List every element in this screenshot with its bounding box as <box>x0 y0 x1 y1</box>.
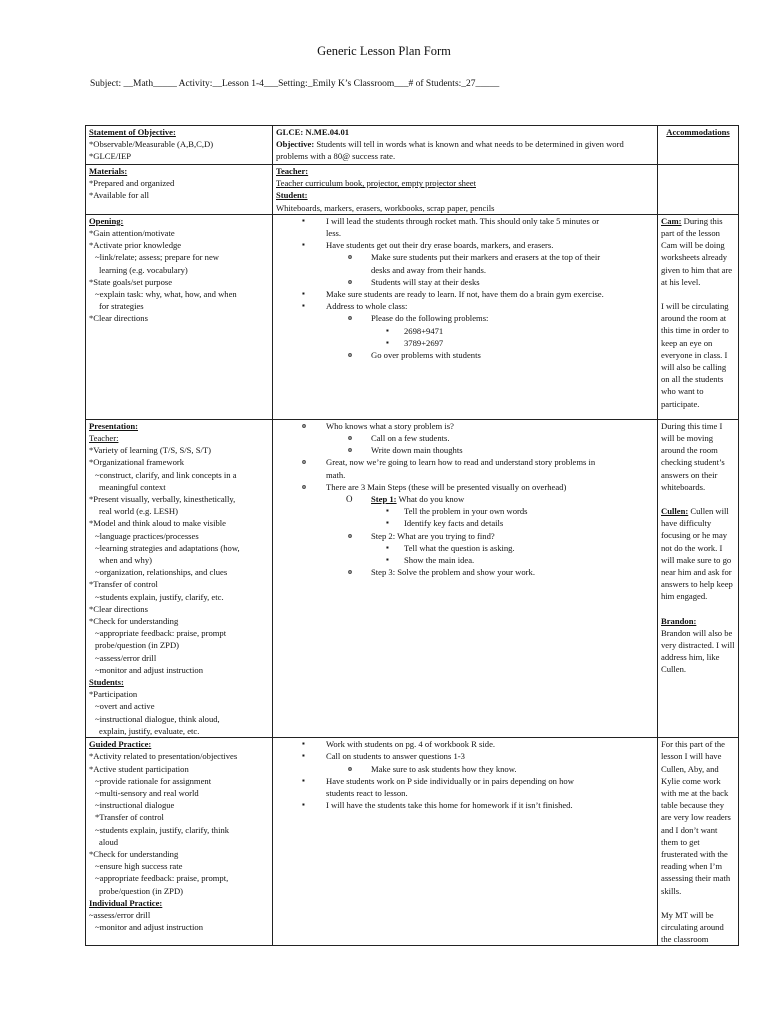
presentation-student-line: ~overt and active <box>95 701 155 712</box>
list-item: students react to lesson. <box>326 787 408 798</box>
guided-guide-line: ~instructional dialogue <box>95 800 175 811</box>
circulating-note: I will be circulating around the room at this time in order to keep an eye on everyone in class. I will also be calling on all the students who want to participate. <box>661 301 729 409</box>
opening-list <box>276 215 654 361</box>
opening-content-cell <box>273 214 658 419</box>
presentation-guide-line: meaningful context <box>99 481 166 492</box>
objective-guide-line: *GLCE/IEP <box>89 151 132 162</box>
list-item <box>276 493 654 505</box>
guided-guide-cell <box>86 738 273 946</box>
guided-guide-line: ~multi-sensory and real world <box>95 787 199 798</box>
teacher-materials-label: Teacher: <box>276 166 309 176</box>
presentation-students-label: Students: <box>89 677 124 688</box>
glce-code: GLCE: N.ME.04.01 <box>276 127 350 137</box>
back-table-note: For this part of the lesson I will have Cullen, Aby, and Kylie come work with me at the back table because they are very low readers and I don’t want them to get frusterated with the reading when I’m assessing their math skills. <box>661 739 731 896</box>
list-item: o Make sure to ask students how they know. <box>276 763 654 775</box>
list-item: ▪ I will lead the students through rocket math. This should only take 5 minutes or <box>276 215 654 227</box>
guided-accom-cell <box>658 738 739 946</box>
opening-guide-line: *Activate prior knowledge <box>89 240 182 251</box>
presentation-guide-line: ~language practices/processes <box>95 530 199 541</box>
moving-note: During this time I will be moving around the room checking student’s answers on their whiteboards. <box>661 420 725 492</box>
presentation-guide-line: real world (e.g. LESH) <box>99 506 178 517</box>
list-item: ▪ Have students work on P side individually or in pairs depending on how <box>276 775 654 787</box>
presentation-guide-line: *Clear directions <box>89 603 148 614</box>
cam-note-text: During this part of the lesson Cam will be doing worksheets already given to him that are at his level. <box>661 215 733 287</box>
accommodations-header: Accommodations <box>666 127 730 137</box>
presentation-heading: Presentation: <box>89 420 139 431</box>
list-item: o Who knows what a story problem is? <box>276 420 654 432</box>
opening-guide-line: *State goals/set purpose <box>89 276 173 287</box>
presentation-guide-line: ~construct, clarify, and link concepts in a <box>95 469 237 480</box>
cullen-name: Cullen: <box>661 506 689 517</box>
guided-guide-line: *Check for understanding <box>89 848 179 859</box>
objective-body: Students will tell in words what is known and what needs to be determined in given word problems with a 80@ success rate. <box>276 139 624 162</box>
guided-guide-line: ~provide rationale for assignment <box>95 775 212 786</box>
guided-guide-line: ~appropriate feedback: praise, prompt, <box>95 873 229 884</box>
objective-row <box>86 126 739 165</box>
form-title: Generic Lesson Plan Form <box>317 44 451 58</box>
materials-guide-line: *Prepared and organized <box>89 178 175 189</box>
cam-note <box>661 215 735 288</box>
guided-guide-line: ~students explain, justify, clarify, think <box>95 824 230 835</box>
guided-guide-line: *Activity related to presentation/objectives <box>89 751 238 762</box>
list-item: o Students will stay at their desks <box>276 276 654 288</box>
list-item: o Go over problems with students <box>276 349 654 361</box>
list-item: o Great, now we’re going to learn how to read and understand story problems in <box>276 456 654 468</box>
mt-note: My MT will be circulating around the classroom <box>661 909 724 945</box>
guided-content-cell <box>273 738 658 946</box>
guided-practice-row <box>86 738 739 946</box>
list-item: o Write down main thoughts <box>276 444 654 456</box>
individual-line: ~assess/error drill <box>89 909 151 920</box>
materials-guide-line: *Available for all <box>89 190 149 201</box>
objective-guide-line: *Observable/Measurable (A,B,C,D) <box>89 139 214 150</box>
list-item: ▪ Tell what the question is asking. <box>276 542 654 554</box>
objective-text <box>276 138 654 162</box>
cullen-note-text: Cullen will have difficulty focusing or he may not do the work. I will make sure to go near him and ask for answers to help keep him engaged. <box>661 506 733 602</box>
lesson-plan-table <box>85 125 739 946</box>
presentation-guide-cell <box>86 419 273 737</box>
presentation-guide-line: when and why) <box>99 555 152 566</box>
list-item: ▪ I will have the students take this home for homework if it isn’t finished. <box>276 799 654 811</box>
objective-content-cell <box>273 126 658 165</box>
list-item: o Step 3: Solve the problem and show your work. <box>276 566 654 578</box>
individual-practice-label: Individual Practice: <box>89 897 163 908</box>
presentation-guide-line: ~appropriate feedback: praise, prompt <box>95 628 227 639</box>
list-item: o Call on a few students. <box>276 432 654 444</box>
guided-guide-line: *Active student participation <box>89 763 189 774</box>
objective-label: Objective: <box>276 139 315 150</box>
presentation-guide-line: ~students explain, justify, clarify, etc. <box>95 591 224 602</box>
list-item: ▪ Work with students on pg. 4 of workbook R side. <box>276 738 654 750</box>
presentation-guide-line: *Variety of learning (T/S, S/S, S/T) <box>89 445 211 456</box>
presentation-teacher-label: Teacher: <box>89 433 119 444</box>
list-item: ▪ Show the main idea. <box>276 554 654 566</box>
guided-list <box>276 738 654 811</box>
presentation-guide-line: probe/question (in ZPD) <box>95 640 180 651</box>
list-item: ▪ 3789+2697 <box>276 337 654 349</box>
presentation-student-line: explain, justify, evaluate, etc. <box>99 725 200 736</box>
cam-name: Cam: <box>661 215 682 226</box>
opening-guide-line: learning (e.g. vocabulary) <box>99 264 188 275</box>
guided-heading: Guided Practice: <box>89 739 152 750</box>
opening-accom-cell <box>658 214 739 419</box>
list-item: ▪ Identify key facts and details <box>276 517 654 529</box>
subject-line: Subject: __Math_____ Activity:__Lesson 1-4___Setting:_Emily K’s Classroom___# of Students:_27_____ <box>90 79 500 89</box>
student-materials-label: Student: <box>276 190 308 201</box>
materials-heading: Materials: <box>89 166 128 176</box>
list-item: ▪ Make sure students are ready to learn. If not, have them do a brain gym exercise. <box>276 288 654 300</box>
presentation-guide-line: ~assess/error drill <box>95 652 157 663</box>
guided-guide-line: aloud <box>99 836 119 847</box>
opening-guide-line: for strategies <box>99 301 144 312</box>
presentation-guide-line: *Model and think aloud to make visible <box>89 518 227 529</box>
opening-row <box>86 214 739 419</box>
cullen-note <box>661 505 735 603</box>
presentation-guide-line: *Organizational framework <box>89 457 185 468</box>
guided-guide-line: ~ensure high success rate <box>95 861 183 872</box>
presentation-guide-line: *Transfer of control <box>89 579 158 590</box>
materials-content-cell <box>273 165 658 215</box>
accommodations-header-cell <box>658 126 739 165</box>
list-item: less. <box>326 228 342 239</box>
student-materials: Whiteboards, markers, erasers, workbooks, scrap paper, pencils <box>276 202 495 213</box>
list-item: ▪ Have students get out their dry erase boards, markers, and erasers. <box>276 239 654 251</box>
list-item: ▪ 2698+9471 <box>276 325 654 337</box>
opening-guide-line: ~link/relate; assess; prepare for new <box>95 252 219 263</box>
presentation-guide-line: *Present visually, verbally, kinesthetically, <box>89 494 236 505</box>
individual-line: ~monitor and adjust instruction <box>95 922 204 933</box>
presentation-row <box>86 419 739 737</box>
presentation-list <box>276 420 654 579</box>
opening-guide-cell <box>86 214 273 419</box>
list-item: ▪ Call on students to answer questions 1-3 <box>276 750 654 762</box>
guided-guide-line: *Transfer of control <box>95 812 164 823</box>
list-item: o Step 2: What are you trying to find? <box>276 530 654 542</box>
objective-heading: Statement of Objective: <box>89 127 176 137</box>
opening-guide-line: *Clear directions <box>89 313 148 324</box>
list-item: o Make sure students put their markers and erasers at the top of their <box>276 251 654 263</box>
list-item: desks and away from their hands. <box>371 264 487 275</box>
opening-heading: Opening: <box>89 215 124 226</box>
list-item: o There are 3 Main Steps (these will be presented visually on overhead) <box>276 481 654 493</box>
teacher-materials: Teacher curriculum book, projector, empty projector sheet <box>276 178 476 189</box>
presentation-guide-line: ~organization, relationships, and clues <box>95 567 228 578</box>
opening-guide-line: ~explain task: why, what, how, and when <box>95 289 237 300</box>
brandon-note: Brandon will also be very distracted. I will address him, like Cullen. <box>661 627 735 675</box>
list-item: o Please do the following problems: <box>276 312 654 324</box>
list-item: ▪ Tell the problem in your own words <box>276 505 654 517</box>
guided-guide-line: probe/question (in ZPD) <box>99 885 184 896</box>
materials-row <box>86 165 739 215</box>
opening-guide-line: *Gain attention/motivate <box>89 228 175 239</box>
materials-accom-cell <box>658 165 739 215</box>
presentation-guide-line: ~monitor and adjust instruction <box>95 664 204 675</box>
presentation-guide-line: ~learning strategies and adaptations (how, <box>95 542 240 553</box>
step-1-label: Step 1: <box>371 494 397 505</box>
presentation-student-line: ~instructional dialogue, think aloud, <box>95 713 220 724</box>
materials-guide-cell <box>86 165 273 215</box>
presentation-content-cell <box>273 419 658 737</box>
presentation-student-line: *Participation <box>89 689 138 700</box>
presentation-guide-line: *Check for understanding <box>89 616 179 627</box>
presentation-accom-cell <box>658 419 739 737</box>
list-item: math. <box>326 469 346 480</box>
list-item: ▪ Address to whole class: <box>276 300 654 312</box>
step-1-text: What do you know <box>396 494 465 505</box>
objective-guide-cell <box>86 126 273 165</box>
brandon-name: Brandon: <box>661 615 697 626</box>
